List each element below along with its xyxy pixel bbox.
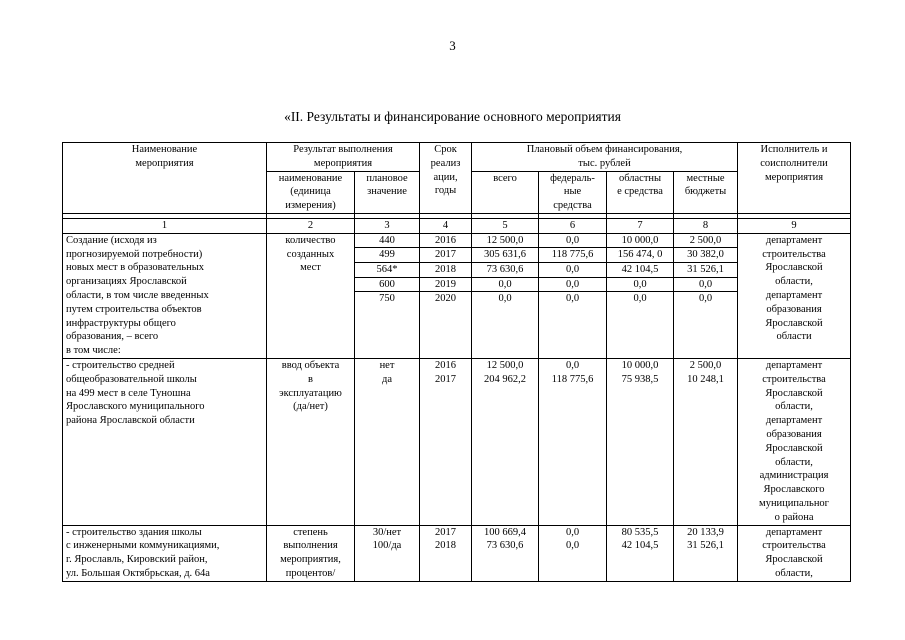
column-number: 6 bbox=[539, 218, 607, 233]
federal-value: 0,0 bbox=[539, 278, 606, 293]
row-regional-values bbox=[607, 358, 674, 525]
year-value: 2017 bbox=[435, 373, 457, 385]
regional-value: 0,0 bbox=[633, 293, 647, 305]
year-value: 2019 bbox=[420, 278, 471, 293]
total-value: 100 669,4 bbox=[484, 526, 527, 538]
plan-value: да bbox=[382, 373, 393, 385]
row-years bbox=[420, 525, 472, 581]
total-value: 0,0 bbox=[498, 293, 512, 305]
funding-table bbox=[62, 142, 851, 582]
header-executor: Исполнитель и соисполнители мероприятия bbox=[738, 143, 851, 214]
row-years bbox=[420, 358, 472, 525]
regional-value: 75 938,5 bbox=[621, 373, 659, 385]
regional-value: 10 000,0 bbox=[621, 359, 659, 371]
row-local-values bbox=[674, 233, 738, 358]
table-row bbox=[63, 525, 851, 581]
header-federal: федераль- ные средства bbox=[539, 171, 607, 213]
column-number: 9 bbox=[738, 218, 851, 233]
row-local-values bbox=[674, 358, 738, 525]
row-executor: департамент строительства Ярославской области, департамент образования Ярославской области, администрация Ярославского муниципальног о района bbox=[738, 358, 851, 525]
federal-value: 0,0 bbox=[539, 263, 606, 278]
regional-value: 42 104,5 bbox=[621, 540, 659, 552]
row-name: - строительство здания школы с инженерными коммуникациями, г. Ярославль, Кировский район, ул. Большая Октябрьская, д. 64а bbox=[63, 525, 267, 581]
year-value: 2016 bbox=[420, 234, 471, 249]
row-indicator: ввод объекта в эксплуатацию (да/нет) bbox=[267, 358, 355, 525]
local-value: 10 248,1 bbox=[687, 373, 724, 385]
row-indicator: степень выполнения мероприятия, процентов/ bbox=[267, 525, 355, 581]
header-term: Срок реализ ации, годы bbox=[420, 143, 472, 214]
table-body bbox=[63, 233, 851, 581]
header-result-name: наименование (единица измерения) bbox=[267, 171, 355, 213]
row-total-values bbox=[472, 358, 539, 525]
plan-value: 30/нет bbox=[372, 526, 402, 538]
local-value: 0,0 bbox=[698, 293, 713, 305]
plan-value: 600 bbox=[355, 278, 419, 293]
year-value: 2018 bbox=[435, 540, 457, 552]
local-value: 20 133,9 bbox=[687, 526, 724, 538]
row-federal-values bbox=[539, 233, 607, 358]
table-row bbox=[63, 233, 851, 358]
federal-value: 0,0 bbox=[565, 359, 580, 371]
row-total-values bbox=[472, 233, 539, 358]
local-value: 30 382,0 bbox=[674, 248, 737, 263]
plan-value: 499 bbox=[355, 248, 419, 263]
row-name: Создание (исходя из прогнозируемой потребности) новых мест в образовательных организациях Ярославской области, в том числе введенных путем строительства объектов инфраструктуры общего образования, – всего в том числе: bbox=[63, 233, 267, 358]
header-regional: областны е средства bbox=[607, 171, 674, 213]
total-value: 12 500,0 bbox=[472, 234, 538, 249]
header-name: Наименование мероприятия bbox=[63, 143, 267, 214]
plan-value: 564* bbox=[355, 263, 419, 278]
year-value: 2018 bbox=[420, 263, 471, 278]
regional-value: 80 535,5 bbox=[621, 526, 659, 538]
header-local: местные бюджеты bbox=[674, 171, 738, 213]
local-value: 2 500,0 bbox=[674, 234, 737, 249]
row-name: - строительство средней общеобразовательной школы на 499 мест в селе Туношна Ярославского муниципального района Ярославской области bbox=[63, 358, 267, 525]
plan-value: 440 bbox=[355, 234, 419, 249]
column-number: 4 bbox=[420, 218, 472, 233]
header-row-1 bbox=[63, 143, 851, 172]
local-value: 2 500,0 bbox=[689, 359, 722, 371]
plan-value: 750 bbox=[379, 293, 395, 305]
header-result: Результат выполнения мероприятия bbox=[267, 143, 420, 172]
row-years bbox=[420, 233, 472, 358]
table-row bbox=[63, 358, 851, 525]
row-indicator: количество созданных мест bbox=[267, 233, 355, 358]
row-plan-values bbox=[355, 358, 420, 525]
plan-value: нет bbox=[379, 359, 395, 371]
total-value: 12 500,0 bbox=[486, 359, 524, 371]
year-value: 2016 bbox=[435, 359, 457, 371]
row-federal-values bbox=[539, 358, 607, 525]
page-number: 3 bbox=[449, 38, 456, 53]
column-number: 1 bbox=[63, 218, 267, 233]
row-local-values bbox=[674, 525, 738, 581]
row-regional-values bbox=[607, 525, 674, 581]
row-plan-values bbox=[355, 233, 420, 358]
regional-value: 10 000,0 bbox=[607, 234, 673, 249]
regional-value: 156 474, 0 bbox=[607, 248, 673, 263]
year-value: 2017 bbox=[420, 248, 471, 263]
row-regional-values bbox=[607, 233, 674, 358]
column-number: 3 bbox=[355, 218, 420, 233]
regional-value: 0,0 bbox=[607, 278, 673, 293]
row-federal-values bbox=[539, 525, 607, 581]
column-number: 2 bbox=[267, 218, 355, 233]
column-number: 5 bbox=[472, 218, 539, 233]
local-value: 0,0 bbox=[674, 278, 737, 293]
header-result-plan: плановое значение bbox=[355, 171, 420, 213]
federal-value: 118 775,6 bbox=[551, 373, 594, 385]
regional-value: 42 104,5 bbox=[607, 263, 673, 278]
row-total-values bbox=[472, 525, 539, 581]
year-value: 2020 bbox=[435, 293, 457, 305]
total-value: 73 630,6 bbox=[472, 263, 538, 278]
total-value: 305 631,6 bbox=[472, 248, 538, 263]
local-value: 31 526,1 bbox=[674, 263, 737, 278]
total-value: 0,0 bbox=[472, 278, 538, 293]
header-funding: Плановый объем финансирования, тыс. рублей bbox=[472, 143, 738, 172]
federal-value: 118 775,6 bbox=[539, 248, 606, 263]
local-value: 31 526,1 bbox=[687, 540, 724, 552]
header-total: всего bbox=[472, 171, 539, 213]
federal-value: 0,0 bbox=[565, 540, 580, 552]
column-number: 8 bbox=[674, 218, 738, 233]
total-value: 73 630,6 bbox=[486, 540, 524, 552]
column-number-row bbox=[63, 218, 851, 233]
plan-value: 100/да bbox=[372, 540, 402, 552]
federal-value: 0,0 bbox=[565, 526, 580, 538]
federal-value: 0,0 bbox=[539, 234, 606, 249]
row-executor: департамент строительства Ярославской области, bbox=[738, 525, 851, 581]
row-plan-values bbox=[355, 525, 420, 581]
federal-value: 0,0 bbox=[565, 293, 580, 305]
column-number: 7 bbox=[607, 218, 674, 233]
row-executor: департамент строительства Ярославской области, департамент образования Ярославской области bbox=[738, 233, 851, 358]
year-value: 2017 bbox=[435, 526, 457, 538]
total-value: 204 962,2 bbox=[484, 373, 527, 385]
section-title: «II. Результаты и финансирование основного мероприятия bbox=[284, 109, 621, 124]
